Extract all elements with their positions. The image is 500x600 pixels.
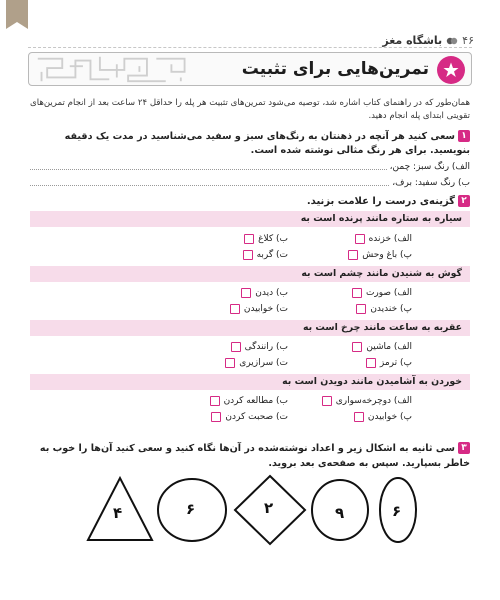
option[interactable]: پ) ترمز	[366, 358, 412, 368]
option[interactable]: پ) خوابیدن	[354, 412, 412, 422]
option[interactable]: الف) ماشین	[352, 342, 412, 352]
checkbox[interactable]	[211, 412, 221, 422]
question-text: گزینه‌ی درست را علامت بزنید.	[306, 196, 455, 207]
book-title: باشگاه مغز	[382, 34, 443, 47]
analogy-prompt: عقربه به ساعت مانند چرخ است به	[30, 320, 470, 336]
checkbox[interactable]	[352, 342, 362, 352]
checkbox[interactable]	[231, 342, 241, 352]
section-title: تمرین‌هایی برای تثبیت	[241, 59, 429, 79]
question-text: سعی کنید هر آنچه در ذهنتان به رنگ‌های سبز و سفید می‌شناسید در مدت یک دقیقه بنویسید. برای هر رنگ مثالی نوشته شده است.	[64, 131, 470, 156]
checkbox[interactable]	[355, 234, 365, 244]
checkbox[interactable]	[354, 412, 364, 422]
intro-paragraph: همان‌طور که در راهنمای کتاب اشاره شد، توصیه می‌شود تمرین‌های تثبیت هر پله را حداقل ۲۴ ساعت بعد از انجام تمرین‌های تقویتی ابتدای پله انجام دهید.	[30, 98, 471, 121]
shape-number: ۴	[113, 504, 123, 522]
option[interactable]: الف) دوچرخه‌سواری	[322, 396, 412, 406]
option[interactable]: ب) دیدن	[241, 288, 288, 298]
analogy-prompt: خوردن به آشامیدن مانند دویدن است به	[30, 374, 470, 390]
shape-number: ۶	[392, 502, 402, 520]
memory-shapes	[0, 470, 500, 550]
option[interactable]: الف) خزنده	[355, 234, 412, 244]
checkbox[interactable]	[356, 304, 366, 314]
checkbox[interactable]	[348, 250, 358, 260]
option[interactable]: پ) خندیدن	[356, 304, 412, 314]
book-logo-icon	[446, 35, 458, 47]
checkbox[interactable]	[225, 358, 235, 368]
answer-line-white[interactable]: ب) رنگ سفید: برف،	[30, 176, 470, 190]
bookmark-ribbon	[6, 0, 28, 22]
question-number: ۳	[458, 442, 470, 454]
checkbox[interactable]	[241, 288, 251, 298]
question-number: ۱	[458, 130, 470, 142]
shape-number: ۹	[335, 504, 345, 522]
section-title-bar	[28, 52, 472, 86]
checkbox[interactable]	[366, 358, 376, 368]
question-text: سی ثانیه به اشکال زیر و اعداد نوشته‌شده در آن‌ها نگاه کنید و سعی کنید آن‌ها را خوب به خاطر بسپارید. سپس به صفحه‌ی بعد بروید.	[39, 443, 470, 469]
maze-pattern-decoration	[29, 53, 199, 85]
checkbox[interactable]	[244, 234, 254, 244]
analogy-prompt: سیاره به ستاره مانند پرنده است به	[30, 211, 470, 227]
option[interactable]: ت) صحبت کردن	[211, 412, 288, 422]
shape-number: ۲	[264, 499, 274, 517]
option[interactable]: ب) کلاغ	[244, 234, 288, 244]
checkbox[interactable]	[352, 288, 362, 298]
question-1	[30, 130, 470, 190]
option[interactable]: ت) سرازیری	[225, 358, 288, 368]
checkbox[interactable]	[243, 250, 253, 260]
star-icon	[442, 61, 460, 79]
option[interactable]: ب) مطالعه کردن	[210, 396, 288, 406]
answer-line-green[interactable]: الف) رنگ سبز: چمن،	[30, 160, 470, 174]
checkbox[interactable]	[230, 304, 240, 314]
checkbox[interactable]	[210, 396, 220, 406]
header-divider	[28, 47, 472, 48]
checkbox[interactable]	[322, 396, 332, 406]
question-3	[30, 441, 470, 471]
page-header	[382, 34, 474, 47]
page-number: ۴۶	[462, 34, 474, 47]
star-badge-icon	[437, 56, 465, 84]
option[interactable]: ت) گربه	[243, 250, 288, 260]
option[interactable]: ت) خوابیدن	[230, 304, 288, 314]
option[interactable]: پ) باغ وحش	[348, 250, 412, 260]
question-2	[30, 195, 470, 207]
option[interactable]: ب) رانندگی	[231, 342, 288, 352]
question-number: ۲	[458, 195, 470, 207]
shape-number: ۶	[186, 500, 196, 518]
option[interactable]: الف) صورت	[352, 288, 412, 298]
analogy-prompt: گوش به شنیدن مانند چشم است به	[30, 266, 470, 282]
